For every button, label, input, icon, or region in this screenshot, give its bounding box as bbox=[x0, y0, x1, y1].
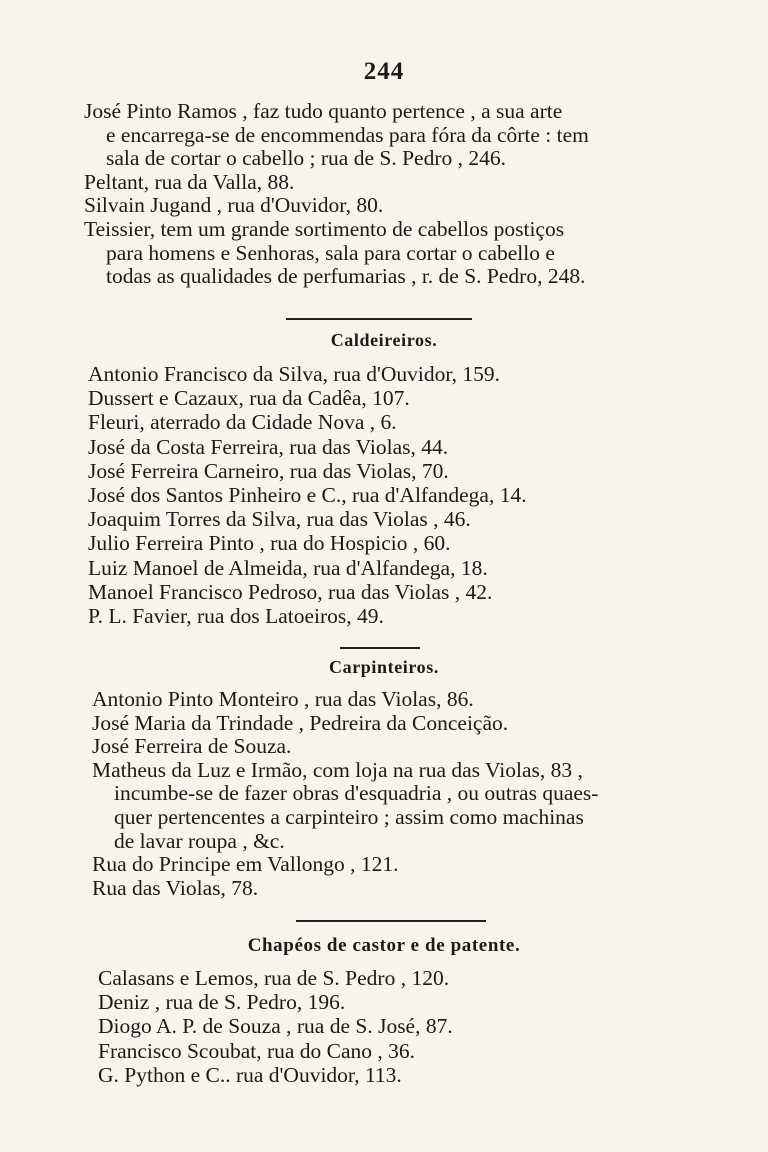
section-list-caldeireiros bbox=[88, 362, 688, 628]
section-divider bbox=[286, 318, 472, 320]
list-item: Diogo A. P. de Souza , rua de S. José, 87. bbox=[98, 1014, 453, 1039]
entry-line: Rua do Principe em Vallongo , 121. bbox=[92, 852, 399, 877]
entry-line: José Pinto Ramos , faz tudo quanto pertence , a sua arte bbox=[84, 99, 563, 123]
entry-line: e encarrega-se de encommendas para fóra da côrte : tem bbox=[106, 122, 589, 147]
list-item: José da Costa Ferreira, rua das Violas, 44. bbox=[88, 434, 449, 459]
entry-jose-pinto-ramos bbox=[84, 100, 684, 171]
list-item: P. L. Favier, rua dos Latoeiros, 49. bbox=[88, 604, 384, 629]
list-item: Deniz , rua de S. Pedro, 196. bbox=[98, 990, 346, 1015]
list-item bbox=[92, 853, 692, 877]
entry-line: Rua das Violas, 78. bbox=[92, 875, 259, 900]
list-item bbox=[92, 759, 692, 853]
entry-line: de lavar roupa , &c. bbox=[114, 828, 285, 853]
list-item bbox=[92, 712, 692, 736]
entry-line: todas as qualidades de perfumarias , r. de S. Pedro, 248. bbox=[106, 264, 586, 289]
entry-line: Silvain Jugand , rua d'Ouvidor, 80. bbox=[84, 193, 384, 218]
entry-line: José Maria da Trindade , Pedreira da Conceição. bbox=[92, 710, 509, 735]
list-item: Fleuri, aterrado da Cidade Nova , 6. bbox=[88, 410, 397, 435]
list-item: Luiz Manoel de Almeida, rua d'Alfandega, 18. bbox=[88, 555, 488, 580]
list-item: Francisco Scoubat, rua do Cano , 36. bbox=[98, 1038, 416, 1063]
list-item bbox=[92, 877, 692, 901]
entry-peltant bbox=[84, 171, 684, 195]
list-item: Antonio Francisco da Silva, rua d'Ouvidor, 159. bbox=[88, 362, 501, 386]
list-item: Manoel Francisco Pedroso, rua das Violas , 42. bbox=[88, 579, 493, 604]
entry-line: José Ferreira de Souza. bbox=[92, 734, 292, 759]
entry-line: quer pertencentes a carpinteiro ; assim como machinas bbox=[114, 804, 584, 829]
section-title-carpinteiros: Carpinteiros. bbox=[329, 657, 439, 677]
section-title-caldeireiros: Caldeireiros. bbox=[330, 330, 438, 350]
entry-teissier bbox=[84, 218, 684, 289]
list-item: G. Python e C.. rua d'Ouvidor, 113. bbox=[98, 1062, 402, 1087]
entry-silvain-jugand bbox=[84, 194, 684, 218]
entry-line: incumbe-se de fazer obras d'esquadria , ou outras quaes- bbox=[114, 781, 599, 806]
section-divider bbox=[296, 920, 486, 922]
section-divider bbox=[340, 647, 420, 649]
intro-entries bbox=[84, 100, 684, 289]
entry-line: Teissier, tem um grande sortimento de cabellos postiços bbox=[84, 216, 565, 241]
list-item bbox=[92, 688, 692, 712]
entry-line: Antonio Pinto Monteiro , rua das Violas, 86. bbox=[92, 687, 474, 711]
entry-line: sala de cortar o cabello ; rua de S. Pedro , 246. bbox=[106, 146, 507, 171]
section-list-chapeos bbox=[98, 966, 698, 1087]
page-number: 244 bbox=[363, 58, 405, 85]
entry-line: Matheus da Luz e Irmão, com loja na rua das Violas, 83 , bbox=[92, 757, 583, 782]
entry-line: para homens e Senhoras, sala para cortar o cabello e bbox=[106, 240, 555, 265]
list-item bbox=[92, 735, 692, 759]
section-title-chapeos: Chapéos de castor e de patente. bbox=[247, 935, 521, 956]
list-item: Dussert e Cazaux, rua da Cadêa, 107. bbox=[88, 386, 410, 411]
list-item: Julio Ferreira Pinto , rua do Hospicio , 60. bbox=[88, 531, 451, 556]
list-item: Calasans e Lemos, rua de S. Pedro , 120. bbox=[98, 966, 450, 990]
list-item: José Ferreira Carneiro, rua das Violas, 70. bbox=[88, 458, 449, 483]
section-list-carpinteiros bbox=[92, 688, 692, 900]
list-item: Joaquim Torres da Silva, rua das Violas , 46. bbox=[88, 507, 471, 532]
entry-line: Peltant, rua da Valla, 88. bbox=[84, 169, 295, 194]
list-item: José dos Santos Pinheiro e C., rua d'Alfandega, 14. bbox=[88, 483, 527, 508]
